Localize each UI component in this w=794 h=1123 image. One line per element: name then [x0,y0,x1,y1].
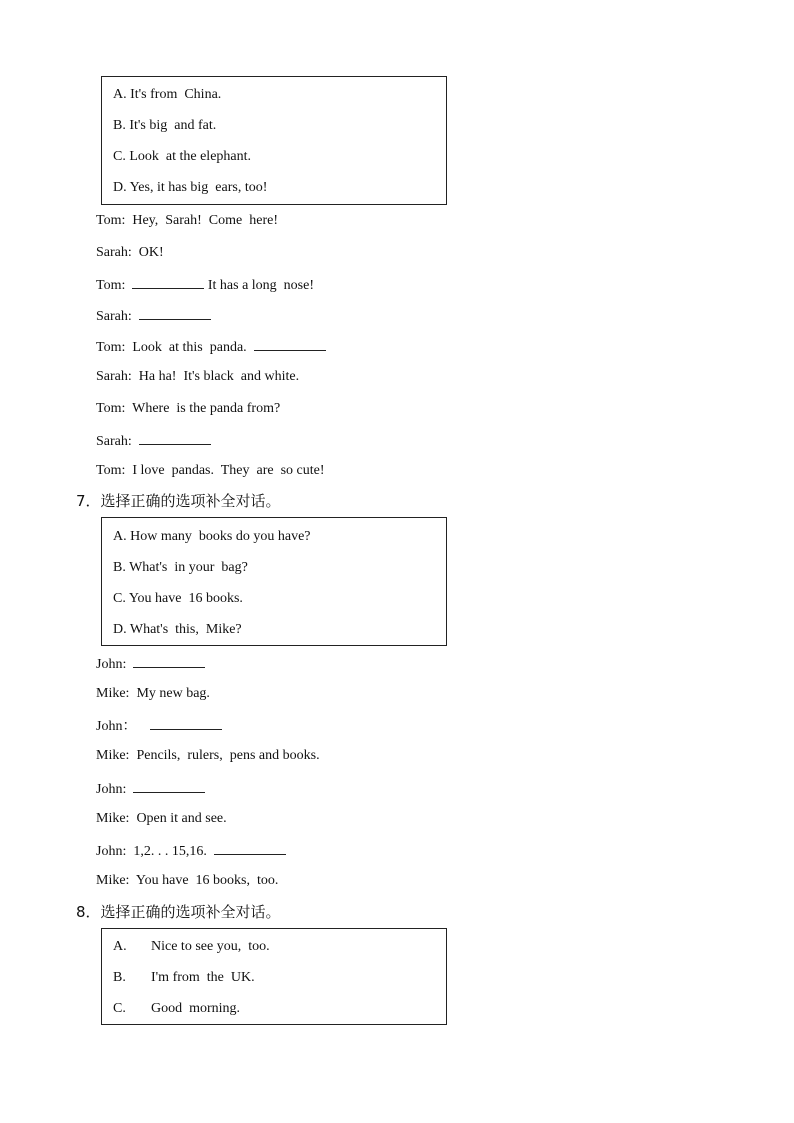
dialogue-line [96,338,326,356]
option-text: I'm from the UK. [151,970,255,985]
option-c [113,1001,240,1017]
option-text: Good morning. [151,1001,241,1016]
option-a [113,939,270,955]
dialogue-text: Sarah: Ha ha! It's black and white. [96,369,300,384]
answer-blank[interactable] [133,655,205,668]
option-letter: B. [113,970,126,985]
dialogue-text: It has a long nose! [204,278,315,293]
option-text: Nice to see you, too. [151,939,270,954]
dialogue-line [96,717,222,735]
option-letter: A. [113,939,127,954]
dialogue-text: Tom: Look at this panda. [96,340,254,355]
answer-blank[interactable] [150,717,222,730]
options-box-7 [101,517,447,646]
answer-blank[interactable] [214,842,286,855]
dialogue-text: Tom: Hey, Sarah! Come here! [96,213,278,228]
dialogue-line [96,655,205,673]
dialogue-line [96,276,314,294]
answer-blank[interactable] [139,307,211,320]
dialogue-line [96,842,286,860]
option-c: C. Look at the elephant. [113,149,252,164]
options-box-6 [101,76,447,205]
question-8-heading: 8．选择正确的选项补全对话。 [76,903,281,921]
option-b: B. It's big and fat. [113,118,217,133]
option-d: D. Yes, it has big ears, too! [113,180,268,195]
option-b [113,970,255,986]
dialogue-line [96,873,278,889]
dialogue-text: Sarah: OK! [96,245,164,260]
dialogue-line [96,748,320,764]
dialogue-line [96,369,299,385]
option-b: B. What's in your bag? [113,560,248,575]
dialogue-text: John: 1,2. . . 15,16. [96,844,214,859]
dialogue-line [96,463,325,479]
dialogue-text: John： [96,719,151,734]
option-a: A. How many books do you have? [113,529,311,544]
dialogue-text: John: [96,657,134,672]
dialogue-text: Mike: Open it and see. [96,811,227,826]
dialogue-text: Sarah: [96,434,139,449]
dialogue-text: Tom: I love pandas. They are so cute! [96,463,325,478]
dialogue-line [96,213,278,229]
answer-blank[interactable] [254,338,326,351]
dialogue-line [96,401,280,417]
question-7-heading: 7．选择正确的选项补全对话。 [76,492,281,510]
option-d: D. What's this, Mike? [113,622,242,637]
dialogue-text: Mike: Pencils, rulers, pens and books. [96,748,320,763]
answer-blank[interactable] [139,432,211,445]
option-letter: C. [113,1001,126,1016]
dialogue-line [96,780,205,798]
dialogue-text: Tom: [96,278,133,293]
dialogue-line [96,686,210,702]
dialogue-line [96,811,227,827]
dialogue-line [96,245,164,261]
dialogue-line [96,307,211,325]
dialogue-text: John: [96,782,134,797]
dialogue-text: Tom: Where is the panda from? [96,401,281,416]
dialogue-text: Mike: My new bag. [96,686,210,701]
answer-blank[interactable] [133,780,205,793]
option-c: C. You have 16 books. [113,591,243,606]
answer-blank[interactable] [132,276,204,289]
dialogue-text: Mike: You have 16 books, too. [96,873,279,888]
dialogue-line [96,432,211,450]
options-box-8 [101,928,447,1025]
option-a: A. It's from China. [113,87,222,102]
dialogue-text: Sarah: [96,309,139,324]
